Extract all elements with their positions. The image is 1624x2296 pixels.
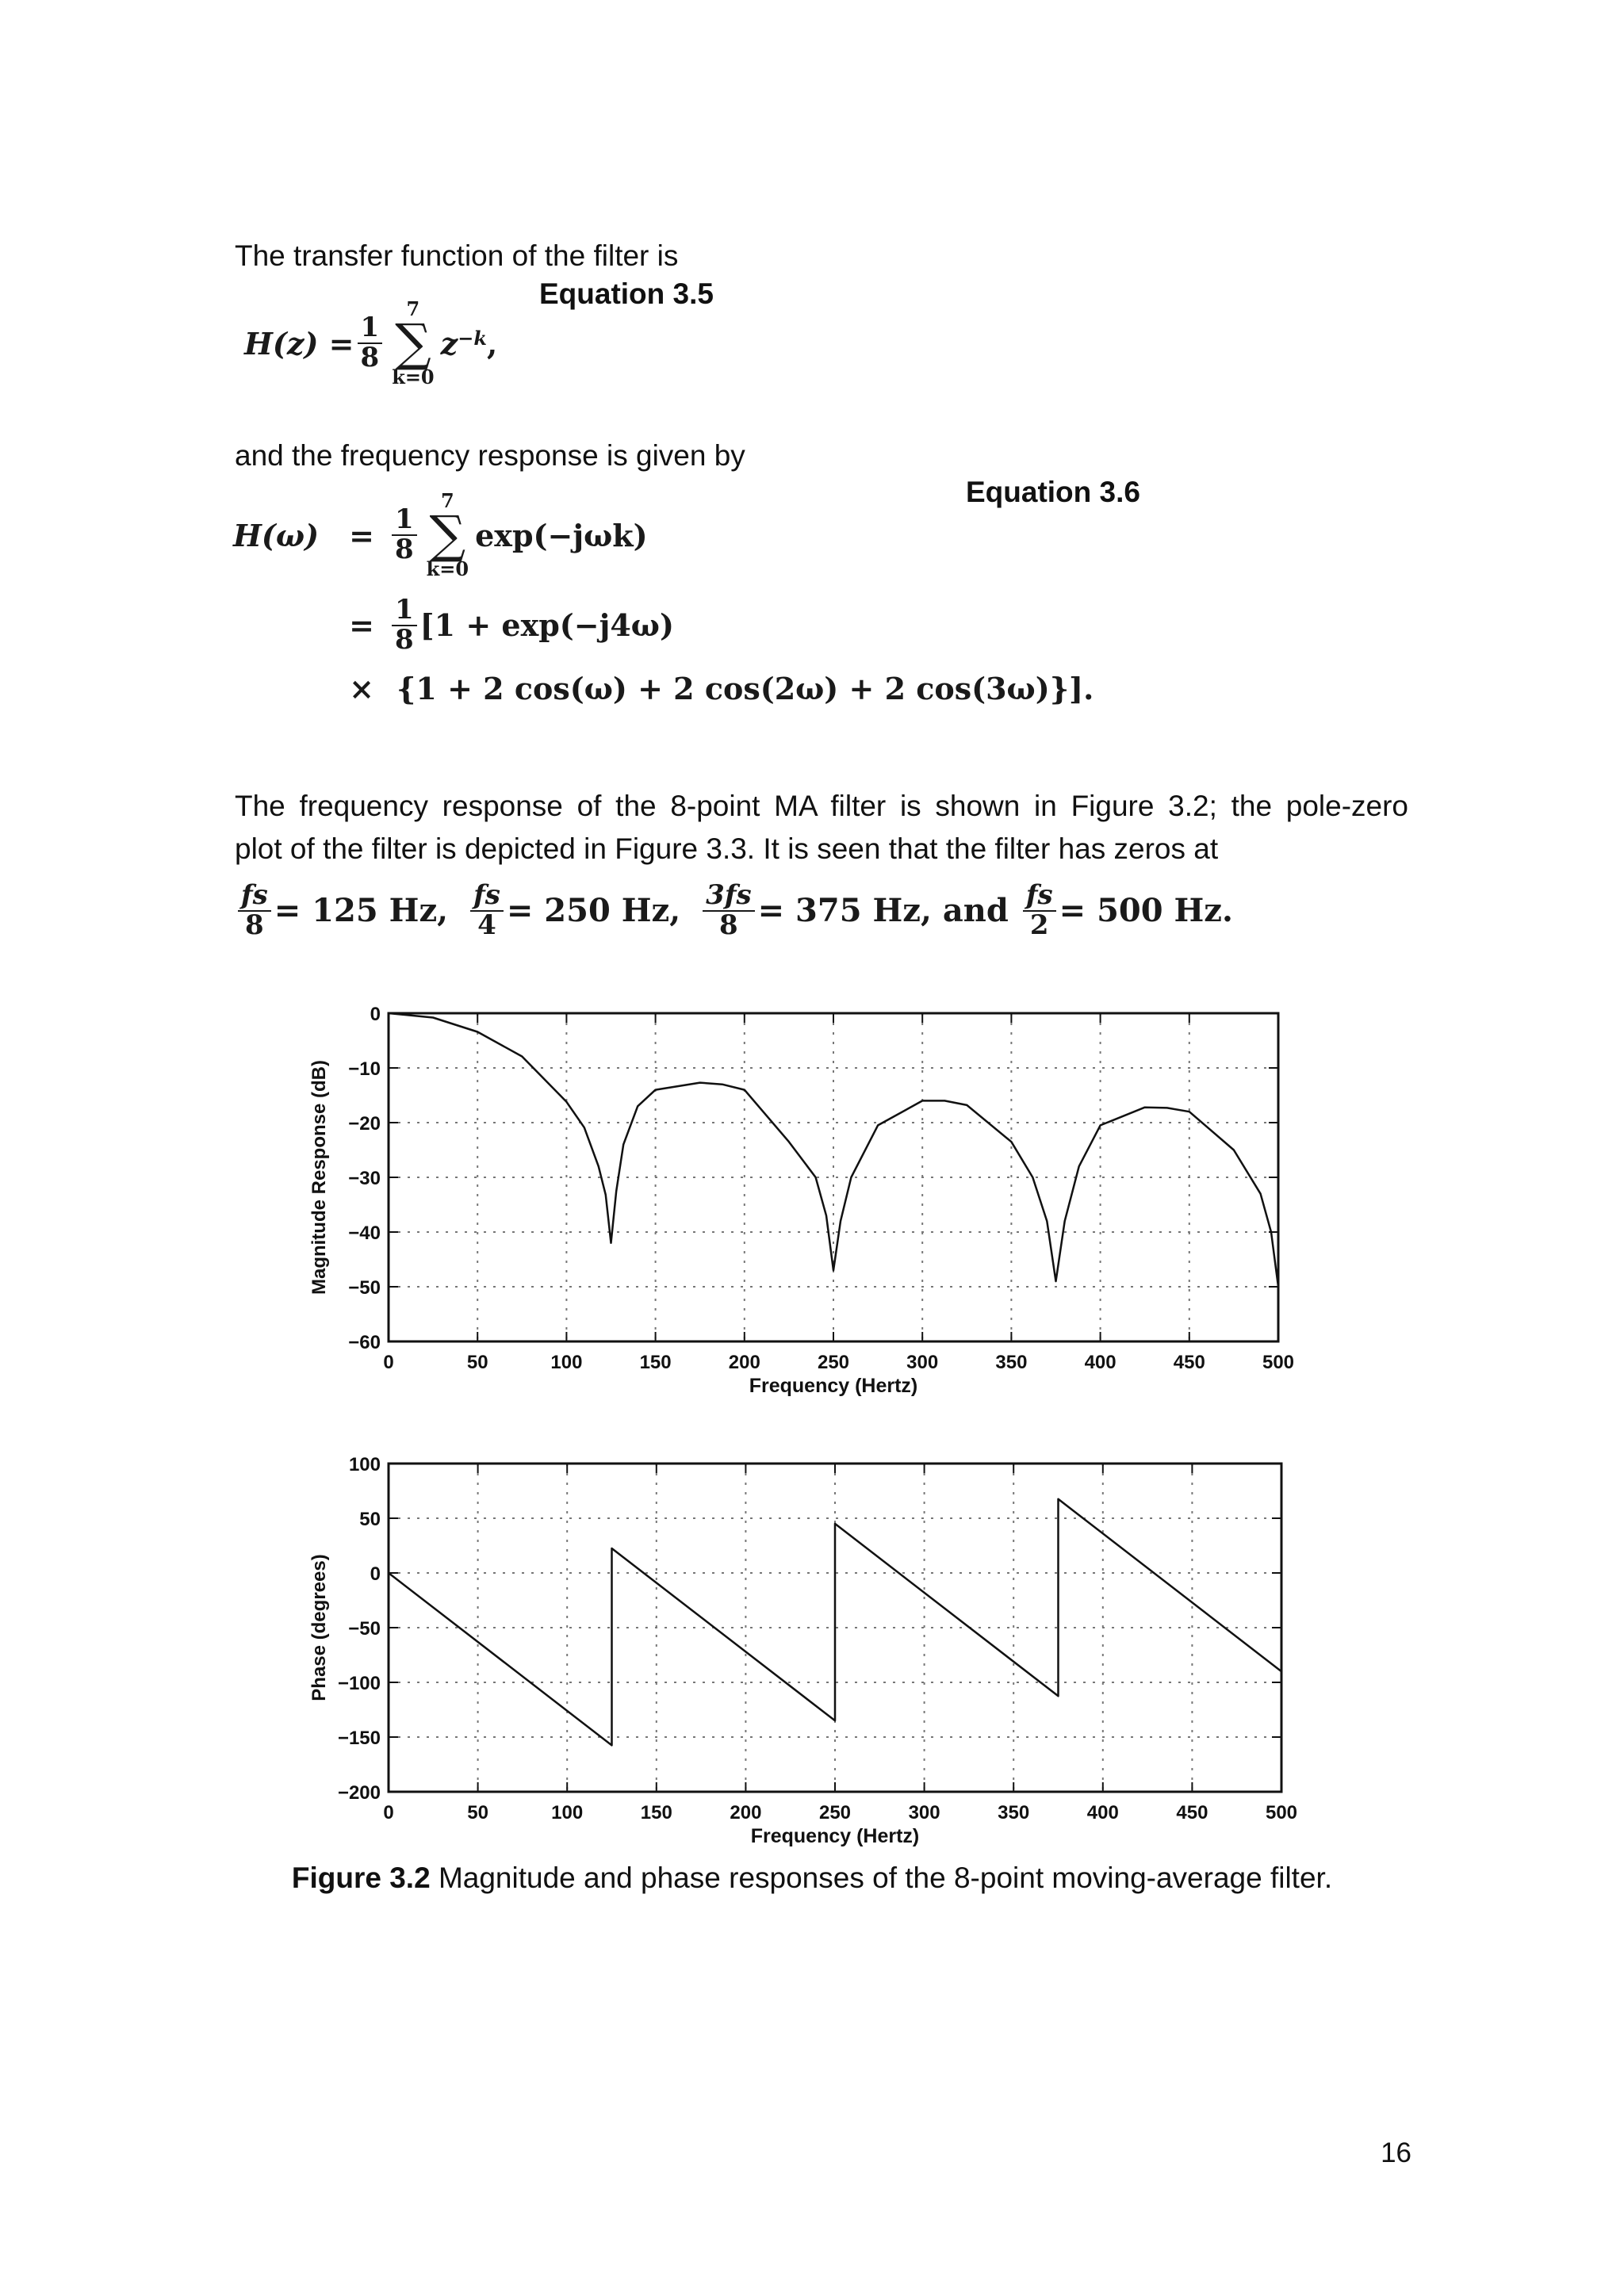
zero-4-num: fs (1023, 882, 1056, 912)
series-line (389, 1013, 1278, 1287)
x-tick-label: 450 (1176, 1802, 1208, 1823)
eq35-fraction (358, 314, 383, 372)
zero-2-value: = 250 Hz, (506, 892, 681, 930)
x-axis-label: Frequency (Hertz) (750, 1825, 920, 1847)
intro-paragraph: The transfer function of the filter is (235, 239, 679, 272)
y-tick-label: −50 (348, 1277, 381, 1299)
eq36-summation (426, 489, 469, 580)
paragraph-3-line-1: The frequency response of the 8-point MA filter is shown in Figure 3.2; the pole-zero (235, 790, 1408, 822)
eq36-sum-bottom: k=0 (426, 557, 469, 580)
x-tick-label: 350 (995, 1352, 1028, 1373)
zero-2-fraction (470, 879, 504, 941)
equation-3-6-row-3 (233, 671, 1094, 706)
x-tick-label: 100 (550, 1352, 583, 1373)
eq36-sum-top: 7 (441, 489, 454, 512)
y-tick-label: 0 (370, 1563, 381, 1585)
y-tick-label: −30 (348, 1168, 381, 1189)
x-tick-label: 0 (383, 1802, 394, 1823)
eq36-row1-equals: = (349, 517, 374, 553)
equation-3-6-label: Equation 3.6 (966, 476, 1140, 508)
series-line (389, 1499, 1281, 1746)
zero-3-fraction (703, 879, 754, 941)
eq36-row2-frac-den: 8 (395, 623, 414, 656)
frequency-response-paragraph: and the frequency response is given by (235, 439, 745, 472)
zero-4-fraction (1023, 879, 1056, 941)
zero-2-den: 4 (477, 909, 496, 941)
zero-1-value: = 125 Hz, (274, 892, 449, 930)
eq35-frac-den: 8 (360, 342, 380, 373)
y-axis-label: Magnitude Response (dB) (308, 1059, 330, 1295)
x-tick-label: 100 (551, 1802, 584, 1823)
x-tick-label: 50 (466, 1352, 488, 1373)
x-tick-label: 250 (817, 1352, 850, 1373)
x-axis-label: Frequency (Hertz) (749, 1375, 918, 1397)
zero-1-num: fs (238, 882, 271, 912)
eq35-summation (392, 297, 435, 388)
y-tick-label: −20 (348, 1113, 381, 1135)
x-tick-label: 300 (906, 1352, 939, 1373)
y-tick-label: −10 (348, 1058, 381, 1080)
zero-and: and (942, 892, 1009, 930)
x-tick-label: 500 (1265, 1802, 1298, 1823)
eq36-row3-times: × (349, 671, 374, 706)
zero-3-value: = 375 Hz, (757, 892, 932, 930)
eq35-tail: , (486, 325, 498, 362)
eq35-exponent: −k (458, 327, 487, 350)
eq36-row1-fraction (392, 503, 417, 565)
eq36-row2-frac-num: 1 (392, 596, 417, 626)
eq36-row1-frac-num: 1 (392, 506, 417, 536)
x-tick-label: 300 (908, 1802, 940, 1823)
zero-2-num: fs (470, 882, 504, 912)
eq35-sum-top: 7 (406, 297, 420, 320)
x-tick-label: 150 (639, 1352, 672, 1373)
eq35-lhs: H(z) = (244, 325, 354, 362)
x-tick-label: 250 (818, 1802, 852, 1823)
x-tick-label: 0 (383, 1352, 394, 1373)
x-tick-label: 400 (1086, 1802, 1119, 1823)
paragraph-3-line-2: plot of the filter is depicted in Figure 3.3. It is seen that the filter has zeros at (235, 832, 1219, 865)
zero-3-den: 8 (719, 909, 738, 941)
chart-2 (308, 1454, 1297, 1847)
y-axis-label: Phase (degrees) (308, 1554, 330, 1701)
equation-3-6-row-2 (233, 596, 674, 654)
zeros-equation (235, 879, 1233, 941)
caption-label: Figure 3.2 (291, 1862, 431, 1894)
y-tick-label: −40 (348, 1223, 381, 1244)
equation-3-5 (244, 297, 498, 388)
zero-1-fraction (238, 879, 271, 941)
y-tick-label: 100 (348, 1454, 381, 1475)
equation-3-6-row-1 (233, 489, 648, 580)
eq36-row1-frac-den: 8 (395, 534, 414, 565)
y-tick-label: −200 (337, 1782, 381, 1804)
figure-caption (0, 1862, 1624, 1895)
caption-text: Magnitude and phase responses of the 8-point moving-average filter. (430, 1862, 1333, 1894)
y-tick-label: 50 (359, 1509, 381, 1530)
x-tick-label: 200 (728, 1352, 760, 1373)
eq35-frac-num: 1 (358, 314, 383, 344)
eq36-lhs: H(ω) (233, 517, 320, 553)
x-tick-label: 50 (467, 1802, 488, 1823)
eq35-term: z (440, 325, 458, 362)
figure-3-2 (0, 951, 1624, 1847)
eq35-sum-bottom: k=0 (392, 365, 435, 388)
chart-1 (308, 1004, 1294, 1397)
eq36-row3-term: {1 + 2 cos(ω) + 2 cos(2ω) + 2 cos(3ω)}]. (396, 671, 1094, 706)
zero-1-den: 8 (245, 909, 264, 941)
zero-3-num: 3fs (703, 882, 754, 912)
eq36-row2-term: [1 + exp(−j4ω) (419, 607, 674, 644)
x-tick-label: 150 (640, 1802, 672, 1823)
y-tick-label: −150 (337, 1728, 381, 1749)
sigma-symbol: ∑ (429, 506, 466, 564)
y-tick-label: −100 (337, 1673, 381, 1694)
zero-4-den: 2 (1029, 909, 1049, 941)
equation-3-5-label: Equation 3.5 (539, 277, 714, 310)
eq36-row2-equals: = (349, 607, 374, 644)
x-tick-label: 400 (1084, 1352, 1116, 1373)
sigma-symbol: ∑ (395, 314, 431, 373)
page-number: 16 (1381, 2137, 1411, 2168)
x-tick-label: 450 (1173, 1352, 1205, 1373)
y-tick-label: 0 (370, 1004, 381, 1025)
x-tick-label: 500 (1262, 1352, 1295, 1373)
eq36-row2-fraction (392, 596, 417, 654)
x-tick-label: 350 (998, 1802, 1030, 1823)
y-tick-label: −50 (348, 1618, 381, 1640)
eq36-row1-term: exp(−jωk) (475, 517, 648, 553)
y-tick-label: −60 (348, 1332, 381, 1353)
zero-4-value: = 500 Hz. (1059, 892, 1233, 930)
x-tick-label: 200 (730, 1802, 762, 1823)
